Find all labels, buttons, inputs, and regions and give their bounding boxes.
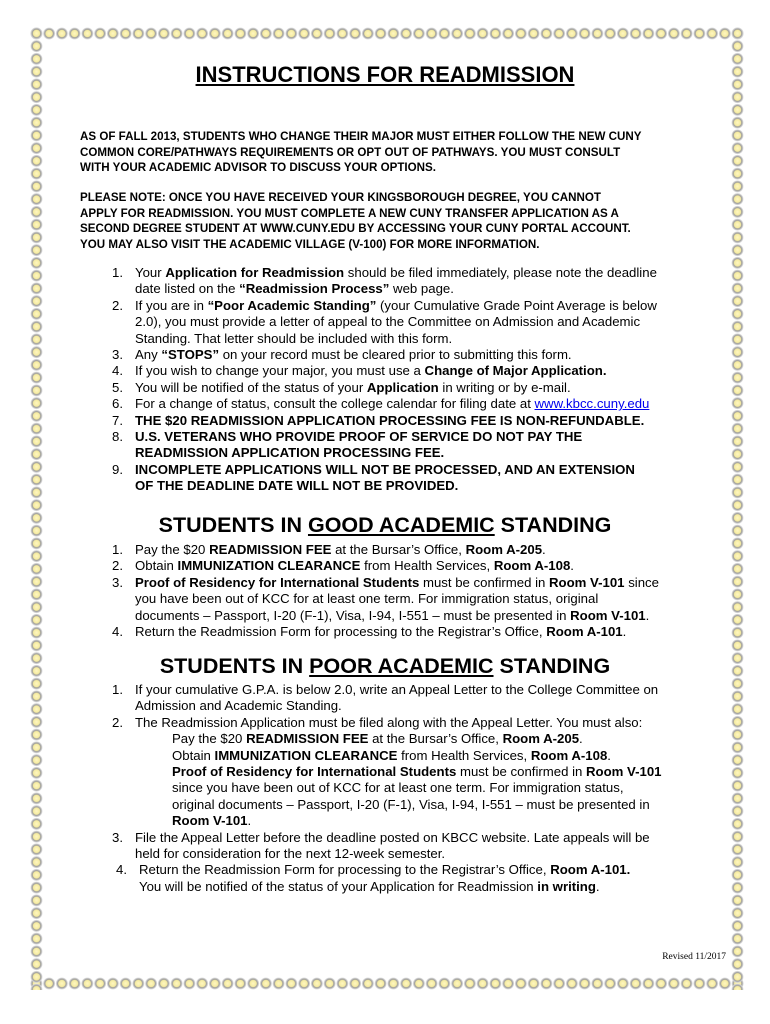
text: Return the Readmission Form for processing to the Registrar’s Office, xyxy=(139,862,551,878)
text: If you are in xyxy=(135,297,208,313)
bold-text: “STOPS” xyxy=(161,347,220,363)
bold-text: Change of Major Application. xyxy=(424,363,607,379)
list-number: 1. xyxy=(112,682,123,697)
poor-standing-list xyxy=(112,682,712,895)
list-number: 2. xyxy=(112,714,123,730)
list-number: 8. xyxy=(112,429,123,445)
list-item xyxy=(112,413,712,429)
bold-text: “Readmission Process” xyxy=(239,281,390,297)
pathways-notice: AS OF FALL 2013, STUDENTS WHO CHANGE THEIR MAJOR MUST EITHER FOLLOW THE NEW CUNY COMMON CORE/PATHWAYS REQUIREMENTS OR OPT OUT OF PATHWAYS. YOU MUST CONSULT WITH YOUR ACADEMIC ADVISOR TO DISCUSS YOUR OPTIONS. xyxy=(80,130,642,175)
text: from Health Services, xyxy=(360,558,494,574)
list-item xyxy=(112,380,712,396)
bold-text: Room V-101 xyxy=(172,813,248,829)
list-item xyxy=(112,542,712,558)
bold-text: in writing xyxy=(537,878,596,894)
list-number: 7. xyxy=(112,412,123,428)
text: must be confirmed in xyxy=(456,764,587,780)
bold-text: Application xyxy=(366,379,439,395)
text: since you have been out of KCC for at least one term. For immigration status, original documents – Passport, I-20 (F-1), Visa, I-94, I-551 – must be presented in xyxy=(172,780,650,812)
list-item xyxy=(112,558,712,574)
text: since you have been out of KCC for at least one term. For immigration status, original documents – Passport, I-20 (F-1), Visa, I-94, I-551 – must be presented in xyxy=(135,574,659,623)
bold-text: IMMUNIZATION CLEARANCE xyxy=(177,558,361,574)
bold-text: Application for Readmission xyxy=(165,265,345,280)
list-item xyxy=(112,830,712,863)
bold-text: THE $20 READMISSION APPLICATION PROCESSING FEE IS NON-REFUNDABLE. xyxy=(135,412,645,428)
list-number: 4. xyxy=(116,862,127,878)
text: You will be notified of the status of your Application for Readmission xyxy=(139,878,534,894)
heading-text: STUDENTS IN xyxy=(158,513,308,537)
website-link[interactable]: www.kbcc.cuny.edu xyxy=(534,396,650,412)
bold-text: Room V-101 xyxy=(570,607,646,623)
bold-text: U.S. VETERANS WHO PROVIDE PROOF OF SERVICE DO NOT PAY THE READMISSION APPLICATION PROCESSING FEE. xyxy=(135,429,583,461)
text: . xyxy=(579,731,583,747)
text: Pay the $20 xyxy=(172,731,247,747)
list-item xyxy=(112,265,712,298)
list-number: 5. xyxy=(112,379,123,395)
list-item xyxy=(112,731,712,747)
text: . xyxy=(622,624,627,640)
bold-text: Room A-101. xyxy=(550,862,631,878)
text: If you wish to change your major, you must use a xyxy=(135,363,425,379)
bold-text: READMISSION FEE xyxy=(246,731,369,747)
list-number: 1. xyxy=(112,265,123,280)
bold-text: Room A-205 xyxy=(502,731,580,747)
list-item xyxy=(112,462,712,495)
bold-text: Room A-101 xyxy=(546,624,623,640)
list-number: 2. xyxy=(112,297,123,313)
list-item xyxy=(112,363,712,379)
list-number: 9. xyxy=(112,461,123,477)
list-item xyxy=(112,764,712,830)
list-item xyxy=(112,715,712,731)
text: . xyxy=(570,558,574,574)
list-number: 3. xyxy=(112,574,123,590)
list-item xyxy=(112,298,712,347)
heading-text: STUDENTS IN xyxy=(159,654,310,678)
clock-border-left xyxy=(30,27,43,990)
list-item xyxy=(112,347,712,363)
text: must be confirmed in xyxy=(419,574,550,590)
text: The Readmission Application must be filed along with the Appeal Letter. You must also: xyxy=(135,714,643,730)
text: Pay the $20 xyxy=(135,542,210,557)
bold-text: Proof of Residency for International Students xyxy=(135,574,420,590)
list-item xyxy=(112,624,712,640)
text: . xyxy=(247,813,252,829)
text: Your xyxy=(135,265,166,280)
text: Obtain xyxy=(135,558,178,574)
bold-text: Proof of Residency for International Students xyxy=(172,764,457,780)
text: For a change of status, consult the college calendar for filing date at xyxy=(135,396,535,412)
heading-text: STANDING xyxy=(494,513,612,537)
list-number: 4. xyxy=(112,624,123,640)
bold-text: READMISSION FEE xyxy=(209,542,332,557)
text: at the Bursar’s Office, xyxy=(331,542,466,557)
text: (your Cumulative Grade Point Average is below 2.0), you must provide a letter of appeal to the Committee on Admission and Academic Standing. That letter should be included with this form. xyxy=(135,297,657,346)
poor-standing-heading xyxy=(0,654,770,679)
list-item xyxy=(112,748,712,764)
list-number: 4. xyxy=(112,363,123,379)
bold-text: “Poor Academic Standing” xyxy=(207,297,377,313)
list-number: 1. xyxy=(112,542,123,557)
list-item xyxy=(112,862,712,895)
revision-date: Revised 11/2017 xyxy=(662,952,726,962)
bold-text: Room V-101 xyxy=(549,574,625,590)
bold-text: INCOMPLETE APPLICATIONS WILL NOT BE PROCESSED, AND AN EXTENSION OF THE DEADLINE DATE WILL NOT BE PROVIDED. xyxy=(135,461,635,494)
list-item xyxy=(112,396,712,412)
text: at the Bursar’s Office, xyxy=(368,731,503,747)
bold-text: Room A-108 xyxy=(530,747,608,763)
text: Obtain xyxy=(172,747,215,763)
text: . xyxy=(542,542,546,557)
bold-text: IMMUNIZATION CLEARANCE xyxy=(214,747,398,763)
list-item xyxy=(112,682,712,715)
clock-border-bottom xyxy=(30,977,744,990)
degree-notice: PLEASE NOTE: ONCE YOU HAVE RECEIVED YOUR KINGSBOROUGH DEGREE, YOU CANNOT APPLY FOR READMISSION. YOU MUST COMPLETE A NEW CUNY TRANSFER APPLICATION AS A SECOND DEGREE STUDENT AT WWW.CUNY.EDU BY ACCESSING YOUR CUNY PORTAL ACCOUNT. YOU MAY ALSO VISIT THE ACADEMIC VILLAGE (V-100) FOR MORE INFORMATION. xyxy=(80,191,631,251)
heading-underlined: GOOD ACADEMIC xyxy=(307,513,495,537)
good-standing-list xyxy=(112,542,712,640)
heading-underlined: POOR ACADEMIC xyxy=(309,654,494,678)
text: . xyxy=(607,747,611,763)
bold-text: Room A-108 xyxy=(493,558,571,574)
list-number: 6. xyxy=(112,396,123,412)
text: Any xyxy=(135,347,162,363)
text: in writing or by e-mail. xyxy=(438,379,571,395)
heading-text: STANDING xyxy=(493,654,611,678)
list-number: 3. xyxy=(112,829,123,845)
text: from Health Services, xyxy=(397,747,531,763)
text: Return the Readmission Form for processing to the Registrar’s Office, xyxy=(135,624,547,640)
bold-text: Room V-101 xyxy=(586,764,662,780)
text: web page. xyxy=(389,281,454,297)
bold-text: Room A-205 xyxy=(465,542,543,557)
instructions-list xyxy=(112,265,712,495)
list-item xyxy=(112,429,712,462)
good-standing-heading xyxy=(0,513,770,538)
text: . xyxy=(595,878,600,894)
list-item xyxy=(112,575,712,624)
clock-border-top xyxy=(30,27,744,40)
text: should be filed immediately, please note the deadline date listed on the xyxy=(135,265,657,297)
page-title: INSTRUCTIONS FOR READMISSION xyxy=(195,62,575,87)
text: File the Appeal Letter before the deadline posted on KBCC website. Late appeals will be held for consideration for the next 12-week semester. xyxy=(135,829,650,862)
text: You will be notified of the status of your xyxy=(135,379,367,395)
text: on your record must be cleared prior to submitting this form. xyxy=(219,347,572,363)
list-number: 2. xyxy=(112,558,123,574)
text: If your cumulative G.P.A. is below 2.0, write an Appeal Letter to the College Committee on Admission and Academic Standing. xyxy=(135,682,659,714)
clock-border-right xyxy=(731,27,744,990)
list-number: 3. xyxy=(112,347,123,363)
text: . xyxy=(645,607,650,623)
